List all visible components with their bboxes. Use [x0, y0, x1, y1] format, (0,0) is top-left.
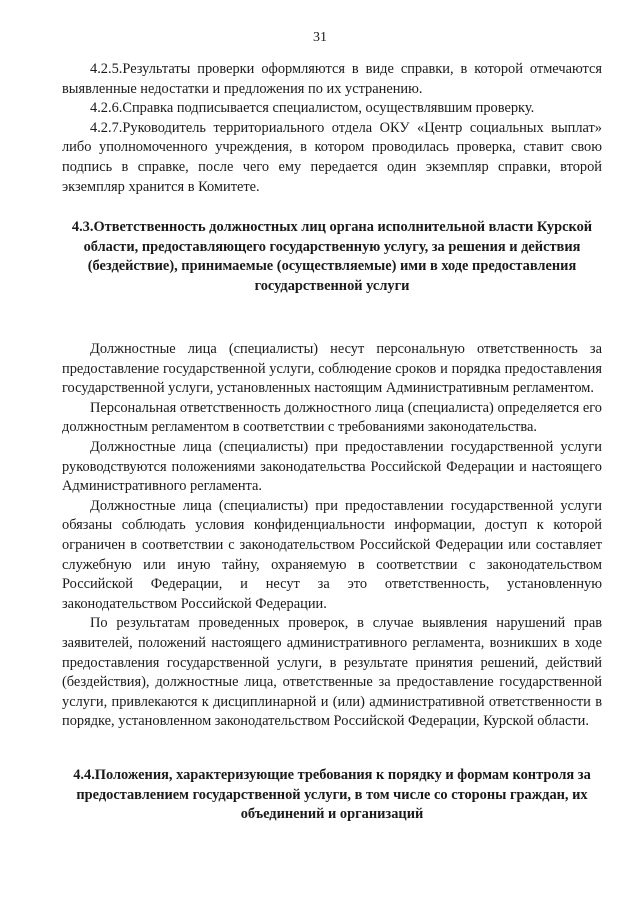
section-4-3-body [62, 340, 602, 732]
section-4-4-heading: 4.4.Положения, характеризующие требования к порядку и формам контроля за предоставлением государственной услуги, в том числе со стороны граждан, их объединений и организаций [73, 767, 591, 823]
page-number: 31 [313, 30, 327, 45]
section-4-3-paragraph: По результатам проведенных проверок, в случае выявления нарушений прав заявителей, положений настоящего административного регламента, возникших в ходе предоставления государственной услуги, в результате принятия решений, действий (бездействия), должностные лица, ответственные за предоставление государственной услуги, привлекаются к дисциплинарной и (или) административной ответственности в порядке, установленном законодательством Российской Федерации, Курской области. [62, 615, 602, 730]
section-4-3-paragraph: Должностные лица (специалисты) при предоставлении государственной услуги руководствуются положениями законодательства Российской Федерации и настоящего Административного регламента. [62, 438, 602, 495]
paragraph-4-2-6: 4.2.6.Справка подписывается специалистом, осуществлявшим проверку. [90, 100, 535, 117]
paragraph-4-2-5: 4.2.5.Результаты проверки оформляются в виде справки, в которой отмечаются выявленные недостатки и предложения по их устранению. [62, 61, 602, 97]
section-4-3-heading: 4.3.Ответственность должностных лиц органа исполнительной власти Курской области, предоставляющего государственную услугу, за решения и действия (бездействие), принимаемые (осуществляемые) ими в ходе предоставления государственной услуги [71, 219, 593, 294]
section-4-3-paragraph: Должностные лица (специалисты) несут персональную ответственность за предоставление государственной услуги, соблюдение сроков и порядка предоставления государственной услуги, установленных настоящим Административным регламентом. [62, 341, 602, 397]
section-4-3-paragraph: Персональная ответственность должностного лица (специалиста) определяется его должностным регламентом в соответствии с требованиями законодательства. [62, 399, 602, 436]
paragraph-4-2-7: 4.2.7.Руководитель территориального отдела ОКУ «Центр социальных выплат» либо уполномоченного учреждения, в котором проводилась проверка, ставит свою подпись в справке, после чего ему передается один экземпляр справки, второй экземпляр хранится в Комитете. [62, 119, 602, 195]
section-4-3-paragraph: Должностные лица (специалисты) при предоставлении государственной услуги обязаны соблюдать условия конфиденциальности информации, доступ к которой ограничен в соответствии с законодательством Российской Федерации или составляет служебную или иную тайну, охраняемую в соответствии с законодательством Российской Федерации, и несут за это ответственность, установленную законодательством Российской Федерации. [62, 497, 602, 612]
top-paragraphs [62, 60, 602, 197]
